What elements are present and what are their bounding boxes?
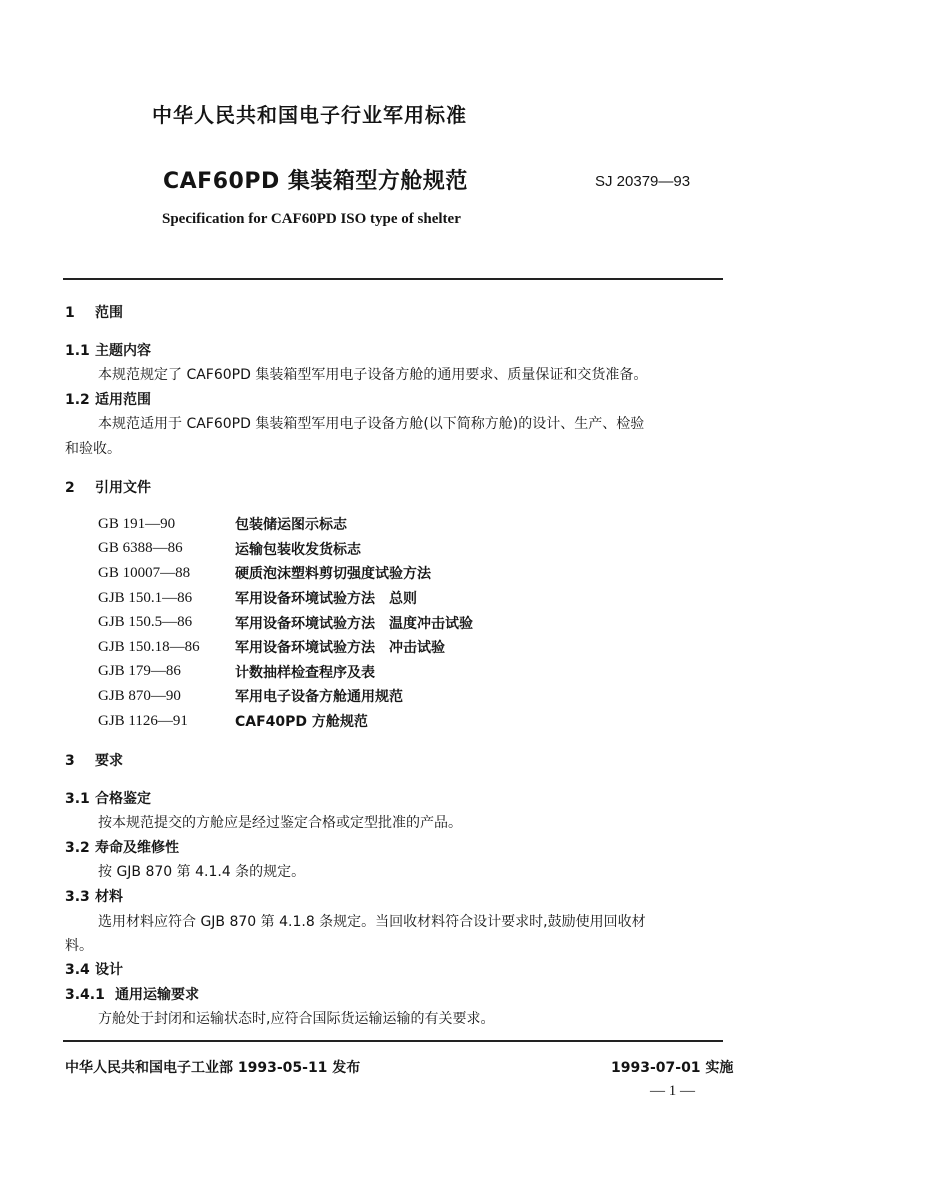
issue-date-line: 中华人民共和国电子工业部 1993-05-11 发布 bbox=[65, 1060, 361, 1076]
reference-row bbox=[98, 660, 473, 685]
section-2-heading bbox=[65, 477, 151, 497]
reference-row bbox=[98, 709, 473, 734]
reference-title: 计数抽样检查程序及表 bbox=[235, 664, 375, 681]
reference-code: GB 191—90 bbox=[98, 515, 176, 532]
english-title: Specification for CAF60PD ISO type of shelter bbox=[162, 211, 461, 227]
footer-divider bbox=[63, 1040, 723, 1042]
section-number: 3.2 bbox=[65, 840, 90, 856]
section-3-2-text: 按 GJB 870 第 4.1.4 条的规定。 bbox=[98, 864, 306, 880]
reference-code: GJB 1126—91 bbox=[98, 712, 188, 729]
section-3-1-text: 按本规范提交的方舱应是经过鉴定合格或定型批准的产品。 bbox=[98, 815, 462, 831]
section-number: 3 bbox=[65, 753, 75, 769]
document-title: CAF60PD 集装箱型方舱规范 bbox=[163, 169, 468, 194]
reference-row bbox=[98, 586, 473, 611]
section-3-4-heading bbox=[65, 959, 123, 979]
referenced-documents-table bbox=[98, 512, 473, 733]
reference-row bbox=[98, 561, 473, 586]
reference-code: GB 6388—86 bbox=[98, 540, 183, 557]
section-title: 通用运输要求 bbox=[115, 987, 199, 1003]
section-3-2-heading bbox=[65, 837, 179, 857]
reference-title: 军用设备环境试验方法 温度冲击试验 bbox=[235, 615, 473, 632]
section-number: 1 bbox=[65, 305, 75, 321]
section-number: 1.1 bbox=[65, 343, 90, 359]
reference-row bbox=[98, 537, 473, 562]
reference-title: 运输包装收发货标志 bbox=[235, 541, 361, 558]
reference-code: GB 10007—88 bbox=[98, 564, 191, 581]
reference-row bbox=[98, 635, 473, 660]
section-number: 3.4.1 bbox=[65, 987, 105, 1003]
section-1-2-text-line2: 和验收。 bbox=[65, 441, 121, 457]
reference-code: GJB 150.1—86 bbox=[98, 589, 193, 606]
reference-code: GJB 150.18—86 bbox=[98, 638, 200, 655]
reference-row bbox=[98, 610, 473, 635]
section-1-1-heading bbox=[65, 340, 151, 360]
section-3-1-heading bbox=[65, 788, 151, 808]
standard-code: SJ 20379—93 bbox=[595, 173, 691, 190]
reference-code: GJB 179—86 bbox=[98, 663, 181, 680]
section-title: 寿命及维修性 bbox=[95, 840, 179, 856]
reference-row bbox=[98, 684, 473, 709]
reference-code: GJB 870—90 bbox=[98, 687, 181, 704]
effective-date-line: 1993-07-01 实施 bbox=[611, 1060, 734, 1076]
section-title: 适用范围 bbox=[95, 392, 151, 408]
reference-title: 军用设备环境试验方法 总则 bbox=[235, 591, 417, 608]
reference-title: 硬质泡沫塑料剪切强度试验方法 bbox=[235, 566, 431, 583]
reference-code: GJB 150.5—86 bbox=[98, 614, 193, 631]
section-number: 3.1 bbox=[65, 791, 90, 807]
section-number: 3.3 bbox=[65, 889, 90, 905]
issuing-org-title: 中华人民共和国电子行业军用标准 bbox=[152, 103, 467, 127]
section-1-2-heading bbox=[65, 389, 151, 409]
section-3-4-1-text: 方舱处于封闭和运输状态时,应符合国际货运输运输的有关要求。 bbox=[98, 1011, 495, 1027]
section-title: 合格鉴定 bbox=[95, 791, 151, 807]
header-divider bbox=[63, 278, 723, 280]
section-title: 引用文件 bbox=[95, 480, 151, 496]
section-3-3-heading bbox=[65, 886, 123, 906]
section-number: 3.4 bbox=[65, 962, 90, 978]
reference-row bbox=[98, 512, 473, 537]
section-1-1-text: 本规范规定了 CAF60PD 集装箱型军用电子设备方舱的通用要求、质量保证和交货准备。 bbox=[98, 367, 648, 383]
section-3-heading bbox=[65, 750, 123, 770]
section-number: 2 bbox=[65, 480, 75, 496]
section-number: 1.2 bbox=[65, 392, 90, 408]
reference-title: 包装储运图示标志 bbox=[235, 517, 347, 534]
section-1-heading bbox=[65, 302, 123, 322]
section-title: 要求 bbox=[95, 753, 123, 769]
section-3-3-text-line1: 选用材料应符合 GJB 870 第 4.1.8 条规定。当回收材料符合设计要求时,鼓励使用回收材 bbox=[98, 914, 646, 930]
section-title: 材料 bbox=[95, 889, 123, 905]
section-title: 设计 bbox=[95, 962, 123, 978]
reference-title: 军用电子设备方舱通用规范 bbox=[235, 689, 403, 706]
reference-title: 军用设备环境试验方法 冲击试验 bbox=[235, 640, 445, 657]
section-3-4-1-heading bbox=[65, 984, 199, 1004]
section-title: 范围 bbox=[95, 305, 123, 321]
section-3-3-text-line2: 料。 bbox=[65, 938, 93, 954]
section-1-2-text-line1: 本规范适用于 CAF60PD 集装箱型军用电子设备方舱(以下简称方舱)的设计、生产、检验 bbox=[98, 416, 645, 432]
page-number: — 1 — bbox=[650, 1083, 695, 1099]
section-title: 主题内容 bbox=[95, 343, 151, 359]
reference-title: CAF40PD 方舱规范 bbox=[235, 714, 368, 731]
